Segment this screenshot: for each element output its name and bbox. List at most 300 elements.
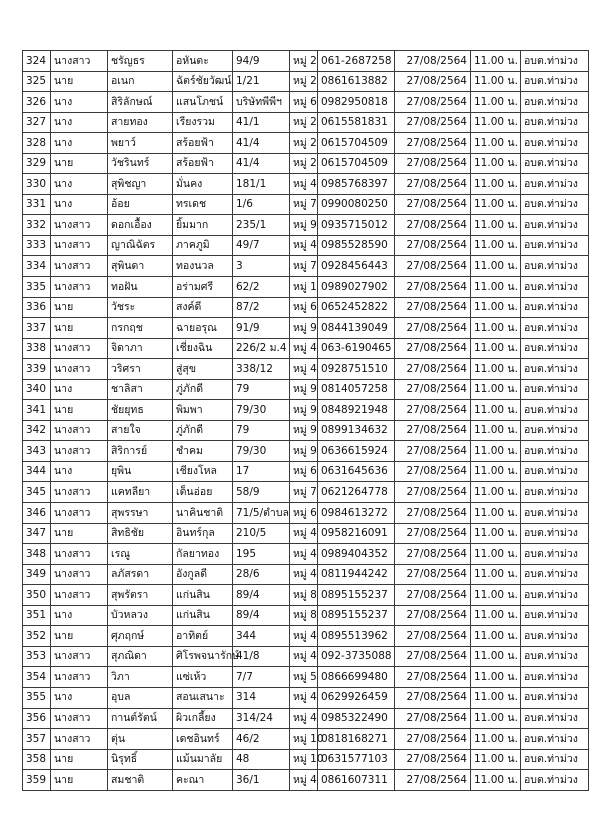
title-cell: นางสาว	[51, 667, 108, 688]
location-cell: อบต.ท่าม่วง	[521, 174, 589, 195]
house-number-cell: 49/7	[233, 235, 290, 256]
house-number-cell: 36/1	[233, 770, 290, 791]
village-cell: หมู่ 1	[290, 277, 318, 298]
last-name-cell: อหันตะ	[173, 51, 233, 72]
phone-cell: 0928751510	[318, 359, 395, 380]
date-cell: 27/08/2564	[395, 235, 471, 256]
title-cell: นาง	[51, 605, 108, 626]
first-name-cell: สมชาติ	[108, 770, 173, 791]
village-cell: หมู่ 8	[290, 605, 318, 626]
first-name-cell: สุพิชญา	[108, 174, 173, 195]
date-cell: 27/08/2564	[395, 605, 471, 626]
table-row	[23, 420, 589, 441]
location-cell: อบต.ท่าม่วง	[521, 605, 589, 626]
date-cell: 27/08/2564	[395, 708, 471, 729]
row-number-cell: 342	[23, 420, 51, 441]
time-cell: 11.00 น.	[471, 215, 521, 236]
row-number-cell: 332	[23, 215, 51, 236]
village-cell: หมู่ 4	[290, 235, 318, 256]
house-number-cell: 28/6	[233, 564, 290, 585]
last-name-cell: ฉัตร์ชัยวัฒน์	[173, 71, 233, 92]
phone-cell: 063-6190465	[318, 338, 395, 359]
first-name-cell: อุบล	[108, 687, 173, 708]
date-cell: 27/08/2564	[395, 564, 471, 585]
table-row	[23, 235, 589, 256]
date-cell: 27/08/2564	[395, 729, 471, 750]
phone-cell: 0811944242	[318, 564, 395, 585]
time-cell: 11.00 น.	[471, 441, 521, 462]
date-cell: 27/08/2564	[395, 626, 471, 647]
time-cell: 11.00 น.	[471, 112, 521, 133]
last-name-cell: มั่นคง	[173, 174, 233, 195]
phone-cell: 0861613882	[318, 71, 395, 92]
table-row	[23, 379, 589, 400]
house-number-cell: 1/6	[233, 194, 290, 215]
last-name-cell: ฉายอรุณ	[173, 318, 233, 339]
row-number-cell: 348	[23, 544, 51, 565]
location-cell: อบต.ท่าม่วง	[521, 523, 589, 544]
village-cell: หมู่ 5	[290, 667, 318, 688]
table-row	[23, 564, 589, 585]
table-row	[23, 585, 589, 606]
row-number-cell: 329	[23, 153, 51, 174]
location-cell: อบต.ท่าม่วง	[521, 359, 589, 380]
row-number-cell: 325	[23, 71, 51, 92]
table-row	[23, 297, 589, 318]
date-cell: 27/08/2564	[395, 112, 471, 133]
house-number-cell: 17	[233, 461, 290, 482]
first-name-cell: ชาลิสา	[108, 379, 173, 400]
last-name-cell: เรียงรวม	[173, 112, 233, 133]
last-name-cell: อินทร์กุล	[173, 523, 233, 544]
row-number-cell: 341	[23, 400, 51, 421]
title-cell: นาง	[51, 133, 108, 154]
table-row	[23, 770, 589, 791]
last-name-cell: ชำคม	[173, 441, 233, 462]
row-number-cell: 326	[23, 92, 51, 113]
phone-cell: 0652452822	[318, 297, 395, 318]
location-cell: อบต.ท่าม่วง	[521, 544, 589, 565]
village-cell: หมู่ 6	[290, 503, 318, 524]
house-number-cell: 181/1	[233, 174, 290, 195]
time-cell: 11.00 น.	[471, 585, 521, 606]
location-cell: อบต.ท่าม่วง	[521, 256, 589, 277]
house-number-cell: 210/5	[233, 523, 290, 544]
table-row	[23, 482, 589, 503]
table-row	[23, 215, 589, 236]
location-cell: อบต.ท่าม่วง	[521, 92, 589, 113]
house-number-cell: 41/4	[233, 153, 290, 174]
table-row	[23, 277, 589, 298]
time-cell: 11.00 น.	[471, 503, 521, 524]
phone-cell: 0861607311	[318, 770, 395, 791]
time-cell: 11.00 น.	[471, 523, 521, 544]
house-number-cell: 79	[233, 420, 290, 441]
location-cell: อบต.ท่าม่วง	[521, 112, 589, 133]
time-cell: 11.00 น.	[471, 400, 521, 421]
first-name-cell: ดอกเอื้อง	[108, 215, 173, 236]
village-cell: หมู่ 9	[290, 318, 318, 339]
location-cell: อบต.ท่าม่วง	[521, 708, 589, 729]
time-cell: 11.00 น.	[471, 626, 521, 647]
first-name-cell: พยาว์	[108, 133, 173, 154]
village-cell: หมู่ 7	[290, 482, 318, 503]
last-name-cell: ภาคภูมิ	[173, 235, 233, 256]
house-number-cell: 79	[233, 379, 290, 400]
row-number-cell: 330	[23, 174, 51, 195]
row-number-cell: 327	[23, 112, 51, 133]
first-name-cell: กานต์รัตน์	[108, 708, 173, 729]
date-cell: 27/08/2564	[395, 379, 471, 400]
table-row	[23, 708, 589, 729]
table-row	[23, 626, 589, 647]
table-row	[23, 92, 589, 113]
house-number-cell: บริษัทพีพีฯ	[233, 92, 290, 113]
house-number-cell: 3	[233, 256, 290, 277]
title-cell: นางสาว	[51, 441, 108, 462]
first-name-cell: จิดาภา	[108, 338, 173, 359]
table-row	[23, 646, 589, 667]
phone-cell: 0895513962	[318, 626, 395, 647]
time-cell: 11.00 น.	[471, 420, 521, 441]
village-cell: หมู่ 9	[290, 400, 318, 421]
time-cell: 11.00 น.	[471, 687, 521, 708]
house-number-cell: 79/30	[233, 400, 290, 421]
date-cell: 27/08/2564	[395, 441, 471, 462]
location-cell: อบต.ท่าม่วง	[521, 564, 589, 585]
date-cell: 27/08/2564	[395, 400, 471, 421]
first-name-cell: วริศรา	[108, 359, 173, 380]
last-name-cell: พิมพา	[173, 400, 233, 421]
location-cell: อบต.ท่าม่วง	[521, 235, 589, 256]
house-number-cell: 7/7	[233, 667, 290, 688]
time-cell: 11.00 น.	[471, 646, 521, 667]
last-name-cell: สอนเสนาะ	[173, 687, 233, 708]
title-cell: นาง	[51, 92, 108, 113]
last-name-cell: ทรเดช	[173, 194, 233, 215]
village-cell: หมู่ 4	[290, 708, 318, 729]
first-name-cell: นิรุทธิ์	[108, 749, 173, 770]
time-cell: 11.00 น.	[471, 174, 521, 195]
time-cell: 11.00 น.	[471, 667, 521, 688]
phone-cell: 0985768397	[318, 174, 395, 195]
table-row	[23, 667, 589, 688]
location-cell: อบต.ท่าม่วง	[521, 441, 589, 462]
village-cell: หมู่ 4	[290, 359, 318, 380]
date-cell: 27/08/2564	[395, 687, 471, 708]
phone-cell: 0629926459	[318, 687, 395, 708]
location-cell: อบต.ท่าม่วง	[521, 420, 589, 441]
title-cell: นาง	[51, 687, 108, 708]
house-number-cell: 91/9	[233, 318, 290, 339]
date-cell: 27/08/2564	[395, 338, 471, 359]
first-name-cell: ศุภฤกษ์	[108, 626, 173, 647]
house-number-cell: 71/5/ตำบล	[233, 503, 290, 524]
time-cell: 11.00 น.	[471, 297, 521, 318]
phone-cell: 0848921948	[318, 400, 395, 421]
phone-cell: 0984613272	[318, 503, 395, 524]
last-name-cell: คะณา	[173, 770, 233, 791]
row-number-cell: 333	[23, 235, 51, 256]
first-name-cell: ลภัสรดา	[108, 564, 173, 585]
phone-cell: 0631577103	[318, 749, 395, 770]
location-cell: อบต.ท่าม่วง	[521, 297, 589, 318]
house-number-cell: 226/2 ม.4	[233, 338, 290, 359]
first-name-cell: วิภา	[108, 667, 173, 688]
row-number-cell: 354	[23, 667, 51, 688]
first-name-cell: สุพินดา	[108, 256, 173, 277]
phone-cell: 0990080250	[318, 194, 395, 215]
phone-cell: 0615581831	[318, 112, 395, 133]
village-cell: หมู่ 2	[290, 153, 318, 174]
row-number-cell: 359	[23, 770, 51, 791]
row-number-cell: 356	[23, 708, 51, 729]
location-cell: อบต.ท่าม่วง	[521, 71, 589, 92]
table-row	[23, 338, 589, 359]
table-row	[23, 153, 589, 174]
house-number-cell: 62/2	[233, 277, 290, 298]
time-cell: 11.00 น.	[471, 729, 521, 750]
date-cell: 27/08/2564	[395, 71, 471, 92]
time-cell: 11.00 น.	[471, 318, 521, 339]
row-number-cell: 347	[23, 523, 51, 544]
house-number-cell: 344	[233, 626, 290, 647]
row-number-cell: 328	[23, 133, 51, 154]
time-cell: 11.00 น.	[471, 153, 521, 174]
title-cell: นาย	[51, 626, 108, 647]
phone-cell: 0621264778	[318, 482, 395, 503]
time-cell: 11.00 น.	[471, 544, 521, 565]
last-name-cell: สร้อยฟ้า	[173, 133, 233, 154]
time-cell: 11.00 น.	[471, 770, 521, 791]
title-cell: นาย	[51, 770, 108, 791]
village-cell: หมู่ 8	[290, 585, 318, 606]
house-number-cell: 314	[233, 687, 290, 708]
date-cell: 27/08/2564	[395, 770, 471, 791]
row-number-cell: 324	[23, 51, 51, 72]
time-cell: 11.00 น.	[471, 133, 521, 154]
last-name-cell: ศิโรพจนารักษ์	[173, 646, 233, 667]
table-row	[23, 71, 589, 92]
date-cell: 27/08/2564	[395, 585, 471, 606]
house-number-cell: 94/9	[233, 51, 290, 72]
house-number-cell: 314/24	[233, 708, 290, 729]
table-row	[23, 194, 589, 215]
phone-cell: 0895155237	[318, 605, 395, 626]
last-name-cell: อังกูลดี	[173, 564, 233, 585]
location-cell: อบต.ท่าม่วง	[521, 194, 589, 215]
title-cell: นางสาว	[51, 51, 108, 72]
row-number-cell: 346	[23, 503, 51, 524]
date-cell: 27/08/2564	[395, 523, 471, 544]
location-cell: อบต.ท่าม่วง	[521, 482, 589, 503]
title-cell: นางสาว	[51, 544, 108, 565]
village-cell: หมู่ 4	[290, 626, 318, 647]
time-cell: 11.00 น.	[471, 379, 521, 400]
time-cell: 11.00 น.	[471, 194, 521, 215]
title-cell: นาง	[51, 461, 108, 482]
first-name-cell: สิริลักษณ์	[108, 92, 173, 113]
phone-cell: 0982950818	[318, 92, 395, 113]
location-cell: อบต.ท่าม่วง	[521, 729, 589, 750]
date-cell: 27/08/2564	[395, 153, 471, 174]
village-cell: หมู่ 7	[290, 256, 318, 277]
title-cell: นาง	[51, 379, 108, 400]
table-row	[23, 503, 589, 524]
title-cell: นาย	[51, 71, 108, 92]
location-cell: อบต.ท่าม่วง	[521, 318, 589, 339]
date-cell: 27/08/2564	[395, 256, 471, 277]
row-number-cell: 351	[23, 605, 51, 626]
location-cell: อบต.ท่าม่วง	[521, 400, 589, 421]
village-cell: หมู่ 4	[290, 523, 318, 544]
title-cell: นาย	[51, 523, 108, 544]
date-cell: 27/08/2564	[395, 215, 471, 236]
title-cell: นางสาว	[51, 215, 108, 236]
table-row	[23, 400, 589, 421]
village-cell: หมู่ 9	[290, 420, 318, 441]
time-cell: 11.00 น.	[471, 235, 521, 256]
table-row	[23, 544, 589, 565]
title-cell: นางสาว	[51, 277, 108, 298]
date-cell: 27/08/2564	[395, 749, 471, 770]
village-cell: หมู่ 2	[290, 51, 318, 72]
house-number-cell: 41/4	[233, 133, 290, 154]
house-number-cell: 235/1	[233, 215, 290, 236]
title-cell: นาย	[51, 400, 108, 421]
title-cell: นางสาว	[51, 420, 108, 441]
time-cell: 11.00 น.	[471, 564, 521, 585]
last-name-cell: เต็นอ่อย	[173, 482, 233, 503]
location-cell: อบต.ท่าม่วง	[521, 461, 589, 482]
table-row	[23, 318, 589, 339]
first-name-cell: ยุพิน	[108, 461, 173, 482]
title-cell: นางสาว	[51, 235, 108, 256]
phone-cell: 061-2687258	[318, 51, 395, 72]
last-name-cell: เชี่ยงฉิน	[173, 338, 233, 359]
title-cell: นางสาว	[51, 585, 108, 606]
row-number-cell: 340	[23, 379, 51, 400]
house-number-cell: 58/9	[233, 482, 290, 503]
last-name-cell: นาคินชาติ	[173, 503, 233, 524]
row-number-cell: 355	[23, 687, 51, 708]
phone-cell: 0935715012	[318, 215, 395, 236]
first-name-cell: กรกฤช	[108, 318, 173, 339]
phone-cell: 092-3735088	[318, 646, 395, 667]
location-cell: อบต.ท่าม่วง	[521, 133, 589, 154]
location-cell: อบต.ท่าม่วง	[521, 585, 589, 606]
last-name-cell: สงค์ดี	[173, 297, 233, 318]
house-number-cell: 46/2	[233, 729, 290, 750]
first-name-cell: สุพรัตรา	[108, 585, 173, 606]
last-name-cell: เดชอินทร์	[173, 729, 233, 750]
village-cell: หมู่ 4	[290, 564, 318, 585]
village-cell: หมู่ 9	[290, 215, 318, 236]
table-row	[23, 359, 589, 380]
village-cell: หมู่ 6	[290, 92, 318, 113]
date-cell: 27/08/2564	[395, 359, 471, 380]
row-number-cell: 343	[23, 441, 51, 462]
table-row	[23, 749, 589, 770]
table-row	[23, 687, 589, 708]
row-number-cell: 335	[23, 277, 51, 298]
last-name-cell: ภู่ภักดี	[173, 379, 233, 400]
phone-cell: 0866699480	[318, 667, 395, 688]
title-cell: นางสาว	[51, 646, 108, 667]
time-cell: 11.00 น.	[471, 482, 521, 503]
phone-cell: 0989404352	[318, 544, 395, 565]
village-cell: หมู่ 2	[290, 71, 318, 92]
location-cell: อบต.ท่าม่วง	[521, 667, 589, 688]
location-cell: อบต.ท่าม่วง	[521, 215, 589, 236]
table-row	[23, 174, 589, 195]
title-cell: นางสาว	[51, 482, 108, 503]
last-name-cell: แสนโภชน์	[173, 92, 233, 113]
row-number-cell: 345	[23, 482, 51, 503]
last-name-cell: อร่ามศรี	[173, 277, 233, 298]
phone-cell: 0844139049	[318, 318, 395, 339]
time-cell: 11.00 น.	[471, 92, 521, 113]
last-name-cell: แก่นสิน	[173, 605, 233, 626]
row-number-cell: 334	[23, 256, 51, 277]
first-name-cell: ทอฝัน	[108, 277, 173, 298]
first-name-cell: วัชรินทร์	[108, 153, 173, 174]
phone-cell: 0928456443	[318, 256, 395, 277]
last-name-cell: ยิ้มมาก	[173, 215, 233, 236]
row-number-cell: 344	[23, 461, 51, 482]
first-name-cell: สิริการย์	[108, 441, 173, 462]
date-cell: 27/08/2564	[395, 277, 471, 298]
village-cell: หมู่ 6	[290, 297, 318, 318]
phone-cell: 0989027902	[318, 277, 395, 298]
time-cell: 11.00 น.	[471, 277, 521, 298]
title-cell: นางสาว	[51, 729, 108, 750]
first-name-cell: สุภณิดา	[108, 646, 173, 667]
time-cell: 11.00 น.	[471, 51, 521, 72]
location-cell: อบต.ท่าม่วง	[521, 749, 589, 770]
date-cell: 27/08/2564	[395, 174, 471, 195]
row-number-cell: 336	[23, 297, 51, 318]
location-cell: อบต.ท่าม่วง	[521, 338, 589, 359]
house-number-cell: 87/2	[233, 297, 290, 318]
village-cell: หมู่ 10	[290, 749, 318, 770]
row-number-cell: 339	[23, 359, 51, 380]
phone-cell: 0636615924	[318, 441, 395, 462]
house-number-cell: 48	[233, 749, 290, 770]
first-name-cell: สุพรรษา	[108, 503, 173, 524]
location-cell: อบต.ท่าม่วง	[521, 51, 589, 72]
first-name-cell: วัชระ	[108, 297, 173, 318]
date-cell: 27/08/2564	[395, 420, 471, 441]
phone-cell: 0899134632	[318, 420, 395, 441]
table-body	[23, 51, 589, 791]
title-cell: นาย	[51, 749, 108, 770]
village-cell: หมู่ 4	[290, 338, 318, 359]
title-cell: นางสาว	[51, 338, 108, 359]
phone-cell: 0985528590	[318, 235, 395, 256]
date-cell: 27/08/2564	[395, 51, 471, 72]
title-cell: นาง	[51, 194, 108, 215]
table-row	[23, 133, 589, 154]
village-cell: หมู่ 2	[290, 112, 318, 133]
title-cell: นาย	[51, 318, 108, 339]
row-number-cell: 337	[23, 318, 51, 339]
date-cell: 27/08/2564	[395, 318, 471, 339]
village-cell: หมู่ 9	[290, 441, 318, 462]
village-cell: หมู่ 9	[290, 379, 318, 400]
date-cell: 27/08/2564	[395, 544, 471, 565]
phone-cell: 0895155237	[318, 585, 395, 606]
